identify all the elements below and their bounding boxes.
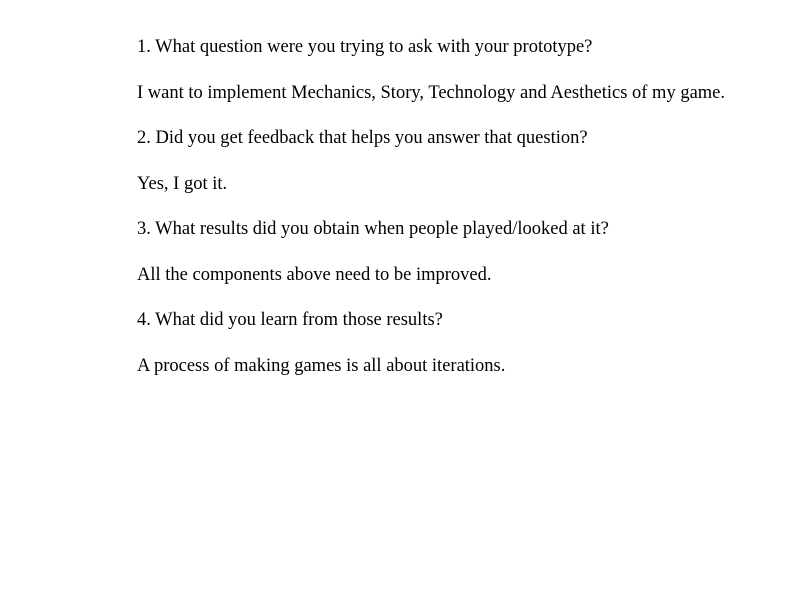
answer-2: Yes, I got it.: [137, 173, 228, 194]
question-2: 2. Did you get feedback that helps you answer that question?: [137, 128, 588, 148]
question-3: 3. What results did you obtain when people played/looked at it?: [137, 219, 609, 239]
question-1: 1. What question were you trying to ask with your prototype?: [137, 37, 593, 57]
answer-1: I want to implement Mechanics, Story, Technology and Aesthetics of my game.: [137, 82, 726, 103]
question-4: 4. What did you learn from those results?: [137, 310, 443, 330]
document-body: [87, 36, 750, 400]
answer-3: All the components above need to be improved.: [137, 264, 492, 285]
answer-4: A process of making games is all about iterations.: [137, 355, 506, 376]
